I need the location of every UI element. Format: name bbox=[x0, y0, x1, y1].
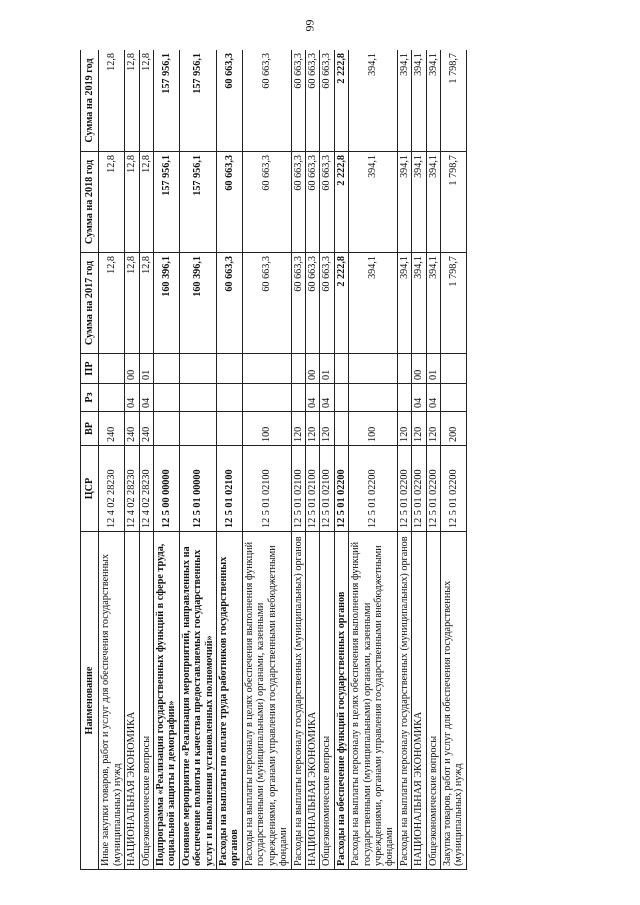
cell-pr bbox=[440, 354, 466, 384]
cell-vr bbox=[217, 412, 243, 446]
cell-name: НАЦИОНАЛЬНАЯ ЭКОНОМИКА bbox=[125, 532, 139, 870]
cell-rz bbox=[154, 384, 180, 412]
table-row bbox=[99, 50, 125, 870]
header-vr: ВР bbox=[81, 412, 99, 446]
table-row bbox=[217, 50, 243, 870]
cell-sum-2018: 60 663,3 bbox=[305, 152, 319, 253]
cell-pr bbox=[242, 354, 291, 384]
cell-sum-2019: 60 663,3 bbox=[320, 50, 334, 152]
table-row bbox=[426, 50, 440, 870]
cell-rz bbox=[440, 384, 466, 412]
cell-vr bbox=[154, 412, 180, 446]
cell-name: Закупка товаров, работ и услуг для обеспечения государственных (муниципальных) нужд bbox=[440, 532, 466, 870]
cell-sum-2017: 60 663,3 bbox=[217, 253, 243, 354]
cell-sum-2017: 1 798,7 bbox=[440, 253, 466, 354]
cell-pr: 01 bbox=[320, 354, 334, 384]
cell-csr: 12 5 01 02200 bbox=[426, 446, 440, 532]
cell-csr: 12 5 01 02100 bbox=[217, 446, 243, 532]
cell-vr: 120 bbox=[320, 412, 334, 446]
cell-rz bbox=[334, 384, 348, 412]
cell-pr: 01 bbox=[426, 354, 440, 384]
cell-pr bbox=[179, 354, 216, 384]
table-row bbox=[291, 50, 305, 870]
cell-csr: 12 5 01 02100 bbox=[291, 446, 305, 532]
cell-sum-2019: 2 222,8 bbox=[334, 50, 348, 152]
cell-sum-2017: 60 663,3 bbox=[242, 253, 291, 354]
cell-pr: 00 bbox=[305, 354, 319, 384]
cell-rz: 04 bbox=[320, 384, 334, 412]
cell-rz bbox=[349, 384, 398, 412]
cell-rz bbox=[179, 384, 216, 412]
cell-sum-2018: 394,1 bbox=[349, 152, 398, 253]
header-rz: Рз bbox=[81, 384, 99, 412]
cell-rz: 04 bbox=[125, 384, 139, 412]
cell-pr bbox=[349, 354, 398, 384]
cell-sum-2018: 394,1 bbox=[397, 152, 411, 253]
cell-sum-2017: 160 396,1 bbox=[179, 253, 216, 354]
cell-name: Расходы на выплаты по оплате труда работников государственных органов bbox=[217, 532, 243, 870]
cell-sum-2019: 394,1 bbox=[397, 50, 411, 152]
table-row bbox=[179, 50, 216, 870]
cell-vr: 100 bbox=[242, 412, 291, 446]
cell-pr: 00 bbox=[412, 354, 426, 384]
cell-sum-2019: 394,1 bbox=[412, 50, 426, 152]
cell-vr: 120 bbox=[305, 412, 319, 446]
cell-name: Общеэкономические вопросы bbox=[320, 532, 334, 870]
cell-pr bbox=[154, 354, 180, 384]
cell-sum-2019: 12,8 bbox=[125, 50, 139, 152]
cell-name: Расходы на обеспечение функций государственных органов bbox=[334, 532, 348, 870]
table-row bbox=[305, 50, 319, 870]
cell-name: Расходы на выплаты персоналу государственных (муниципальных) органов bbox=[291, 532, 305, 870]
cell-pr bbox=[291, 354, 305, 384]
page-number: 99 bbox=[302, 19, 317, 32]
cell-name: Расходы на выплаты персоналу государственных (муниципальных) органов bbox=[397, 532, 411, 870]
cell-rz: 04 bbox=[426, 384, 440, 412]
cell-sum-2018: 157 956,1 bbox=[179, 152, 216, 253]
cell-pr: 01 bbox=[139, 354, 153, 384]
budget-table-frame bbox=[80, 50, 570, 870]
cell-vr: 120 bbox=[426, 412, 440, 446]
cell-rz: 04 bbox=[139, 384, 153, 412]
cell-sum-2017: 60 663,3 bbox=[291, 253, 305, 354]
cell-sum-2017: 60 663,3 bbox=[320, 253, 334, 354]
cell-rz: 04 bbox=[305, 384, 319, 412]
cell-csr: 12 5 01 02200 bbox=[440, 446, 466, 532]
table-row bbox=[440, 50, 466, 870]
cell-sum-2018: 60 663,3 bbox=[291, 152, 305, 253]
cell-sum-2018: 60 663,3 bbox=[242, 152, 291, 253]
cell-vr: 240 bbox=[125, 412, 139, 446]
table-row bbox=[397, 50, 411, 870]
cell-sum-2018: 12,8 bbox=[99, 152, 125, 253]
cell-sum-2019: 157 956,1 bbox=[179, 50, 216, 152]
cell-csr: 12 5 01 02200 bbox=[397, 446, 411, 532]
header-row bbox=[81, 50, 99, 870]
table-row bbox=[320, 50, 334, 870]
table-header bbox=[81, 50, 99, 870]
cell-rz bbox=[217, 384, 243, 412]
cell-csr: 12 5 01 00000 bbox=[179, 446, 216, 532]
cell-sum-2019: 60 663,3 bbox=[291, 50, 305, 152]
cell-sum-2017: 394,1 bbox=[397, 253, 411, 354]
cell-sum-2018: 12,8 bbox=[139, 152, 153, 253]
cell-vr: 240 bbox=[139, 412, 153, 446]
cell-name: НАЦИОНАЛЬНАЯ ЭКОНОМИКА bbox=[412, 532, 426, 870]
cell-sum-2018: 2 222,8 bbox=[334, 152, 348, 253]
cell-sum-2019: 1 798,7 bbox=[440, 50, 466, 152]
table-body bbox=[99, 50, 466, 870]
budget-table bbox=[80, 50, 467, 870]
cell-sum-2018: 60 663,3 bbox=[320, 152, 334, 253]
cell-sum-2017: 12,8 bbox=[99, 253, 125, 354]
rotated-table-container bbox=[80, 50, 570, 870]
cell-name: Расходы на выплаты персоналу в целях обеспечения выполнения функций государственными (муниципальными) органами, казенными учреждениями, органами управления государственными внебюджетными фондами bbox=[242, 532, 291, 870]
cell-rz bbox=[242, 384, 291, 412]
cell-csr: 12 5 01 02100 bbox=[242, 446, 291, 532]
cell-name: Подпрограмма «Реализация государственных функций в сфере труда, социальной защиты и демографии» bbox=[154, 532, 180, 870]
cell-sum-2019: 12,8 bbox=[139, 50, 153, 152]
cell-rz bbox=[99, 384, 125, 412]
cell-vr bbox=[334, 412, 348, 446]
cell-vr bbox=[179, 412, 216, 446]
cell-rz bbox=[397, 384, 411, 412]
table-row bbox=[154, 50, 180, 870]
cell-sum-2018: 394,1 bbox=[412, 152, 426, 253]
cell-csr: 12 5 01 02200 bbox=[349, 446, 398, 532]
cell-sum-2017: 2 222,8 bbox=[334, 253, 348, 354]
cell-sum-2017: 394,1 bbox=[426, 253, 440, 354]
cell-name: НАЦИОНАЛЬНАЯ ЭКОНОМИКА bbox=[305, 532, 319, 870]
cell-sum-2019: 394,1 bbox=[426, 50, 440, 152]
header-csr: ЦСР bbox=[81, 446, 99, 532]
cell-sum-2017: 394,1 bbox=[349, 253, 398, 354]
cell-rz: 04 bbox=[412, 384, 426, 412]
cell-csr: 12 4 02 28230 bbox=[99, 446, 125, 532]
cell-csr: 12 5 00 00000 bbox=[154, 446, 180, 532]
cell-csr: 12 5 01 02100 bbox=[320, 446, 334, 532]
cell-sum-2019: 60 663,3 bbox=[217, 50, 243, 152]
cell-sum-2019: 60 663,3 bbox=[305, 50, 319, 152]
cell-sum-2019: 394,1 bbox=[349, 50, 398, 152]
cell-csr: 12 5 01 02200 bbox=[334, 446, 348, 532]
cell-sum-2017: 12,8 bbox=[125, 253, 139, 354]
table-row bbox=[139, 50, 153, 870]
cell-sum-2017: 12,8 bbox=[139, 253, 153, 354]
cell-name: Общеэкономические вопросы bbox=[426, 532, 440, 870]
cell-vr: 240 bbox=[99, 412, 125, 446]
cell-sum-2019: 12,8 bbox=[99, 50, 125, 152]
header-sum-2018: Сумма на 2018 год bbox=[81, 152, 99, 253]
cell-name: Общеэкономические вопросы bbox=[139, 532, 153, 870]
cell-sum-2018: 157 956,1 bbox=[154, 152, 180, 253]
cell-vr: 200 bbox=[440, 412, 466, 446]
cell-csr: 12 5 01 02100 bbox=[305, 446, 319, 532]
cell-vr: 120 bbox=[291, 412, 305, 446]
cell-name: Иные закупки товаров, работ и услуг для обеспечения государственных (муниципальных) нужд bbox=[99, 532, 125, 870]
cell-sum-2019: 60 663,3 bbox=[242, 50, 291, 152]
cell-sum-2018: 1 798,7 bbox=[440, 152, 466, 253]
cell-pr bbox=[397, 354, 411, 384]
header-sum-2017: Сумма на 2017 год bbox=[81, 253, 99, 354]
cell-sum-2017: 394,1 bbox=[412, 253, 426, 354]
cell-csr: 12 4 02 28230 bbox=[139, 446, 153, 532]
cell-sum-2018: 12,8 bbox=[125, 152, 139, 253]
cell-csr: 12 4 02 28230 bbox=[125, 446, 139, 532]
cell-vr: 120 bbox=[412, 412, 426, 446]
cell-pr bbox=[99, 354, 125, 384]
header-pr: ПР bbox=[81, 354, 99, 384]
cell-sum-2019: 157 956,1 bbox=[154, 50, 180, 152]
table-row bbox=[334, 50, 348, 870]
cell-sum-2018: 394,1 bbox=[426, 152, 440, 253]
cell-rz bbox=[291, 384, 305, 412]
cell-sum-2017: 160 396,1 bbox=[154, 253, 180, 354]
table-row bbox=[242, 50, 291, 870]
cell-name: Основное мероприятие «Реализация мероприятий, направленных на обеспечение полноты и качества предоставляемых государственных услуг и выполнения установленных полномочий» bbox=[179, 532, 216, 870]
cell-vr: 120 bbox=[397, 412, 411, 446]
cell-vr: 100 bbox=[349, 412, 398, 446]
table-row bbox=[412, 50, 426, 870]
cell-csr: 12 5 01 02200 bbox=[412, 446, 426, 532]
header-sum-2019: Сумма на 2019 год bbox=[81, 50, 99, 152]
cell-pr: 00 bbox=[125, 354, 139, 384]
cell-pr bbox=[334, 354, 348, 384]
table-row bbox=[349, 50, 398, 870]
cell-sum-2018: 60 663,3 bbox=[217, 152, 243, 253]
cell-sum-2017: 60 663,3 bbox=[305, 253, 319, 354]
table-row bbox=[125, 50, 139, 870]
cell-pr bbox=[217, 354, 243, 384]
cell-name: Расходы на выплаты персоналу в целях обеспечения выполнения функций государственными (муниципальными) органами, казенными учреждениями, органами управления государственными внебюджетными фондами bbox=[349, 532, 398, 870]
header-name: Наименование bbox=[81, 532, 99, 870]
